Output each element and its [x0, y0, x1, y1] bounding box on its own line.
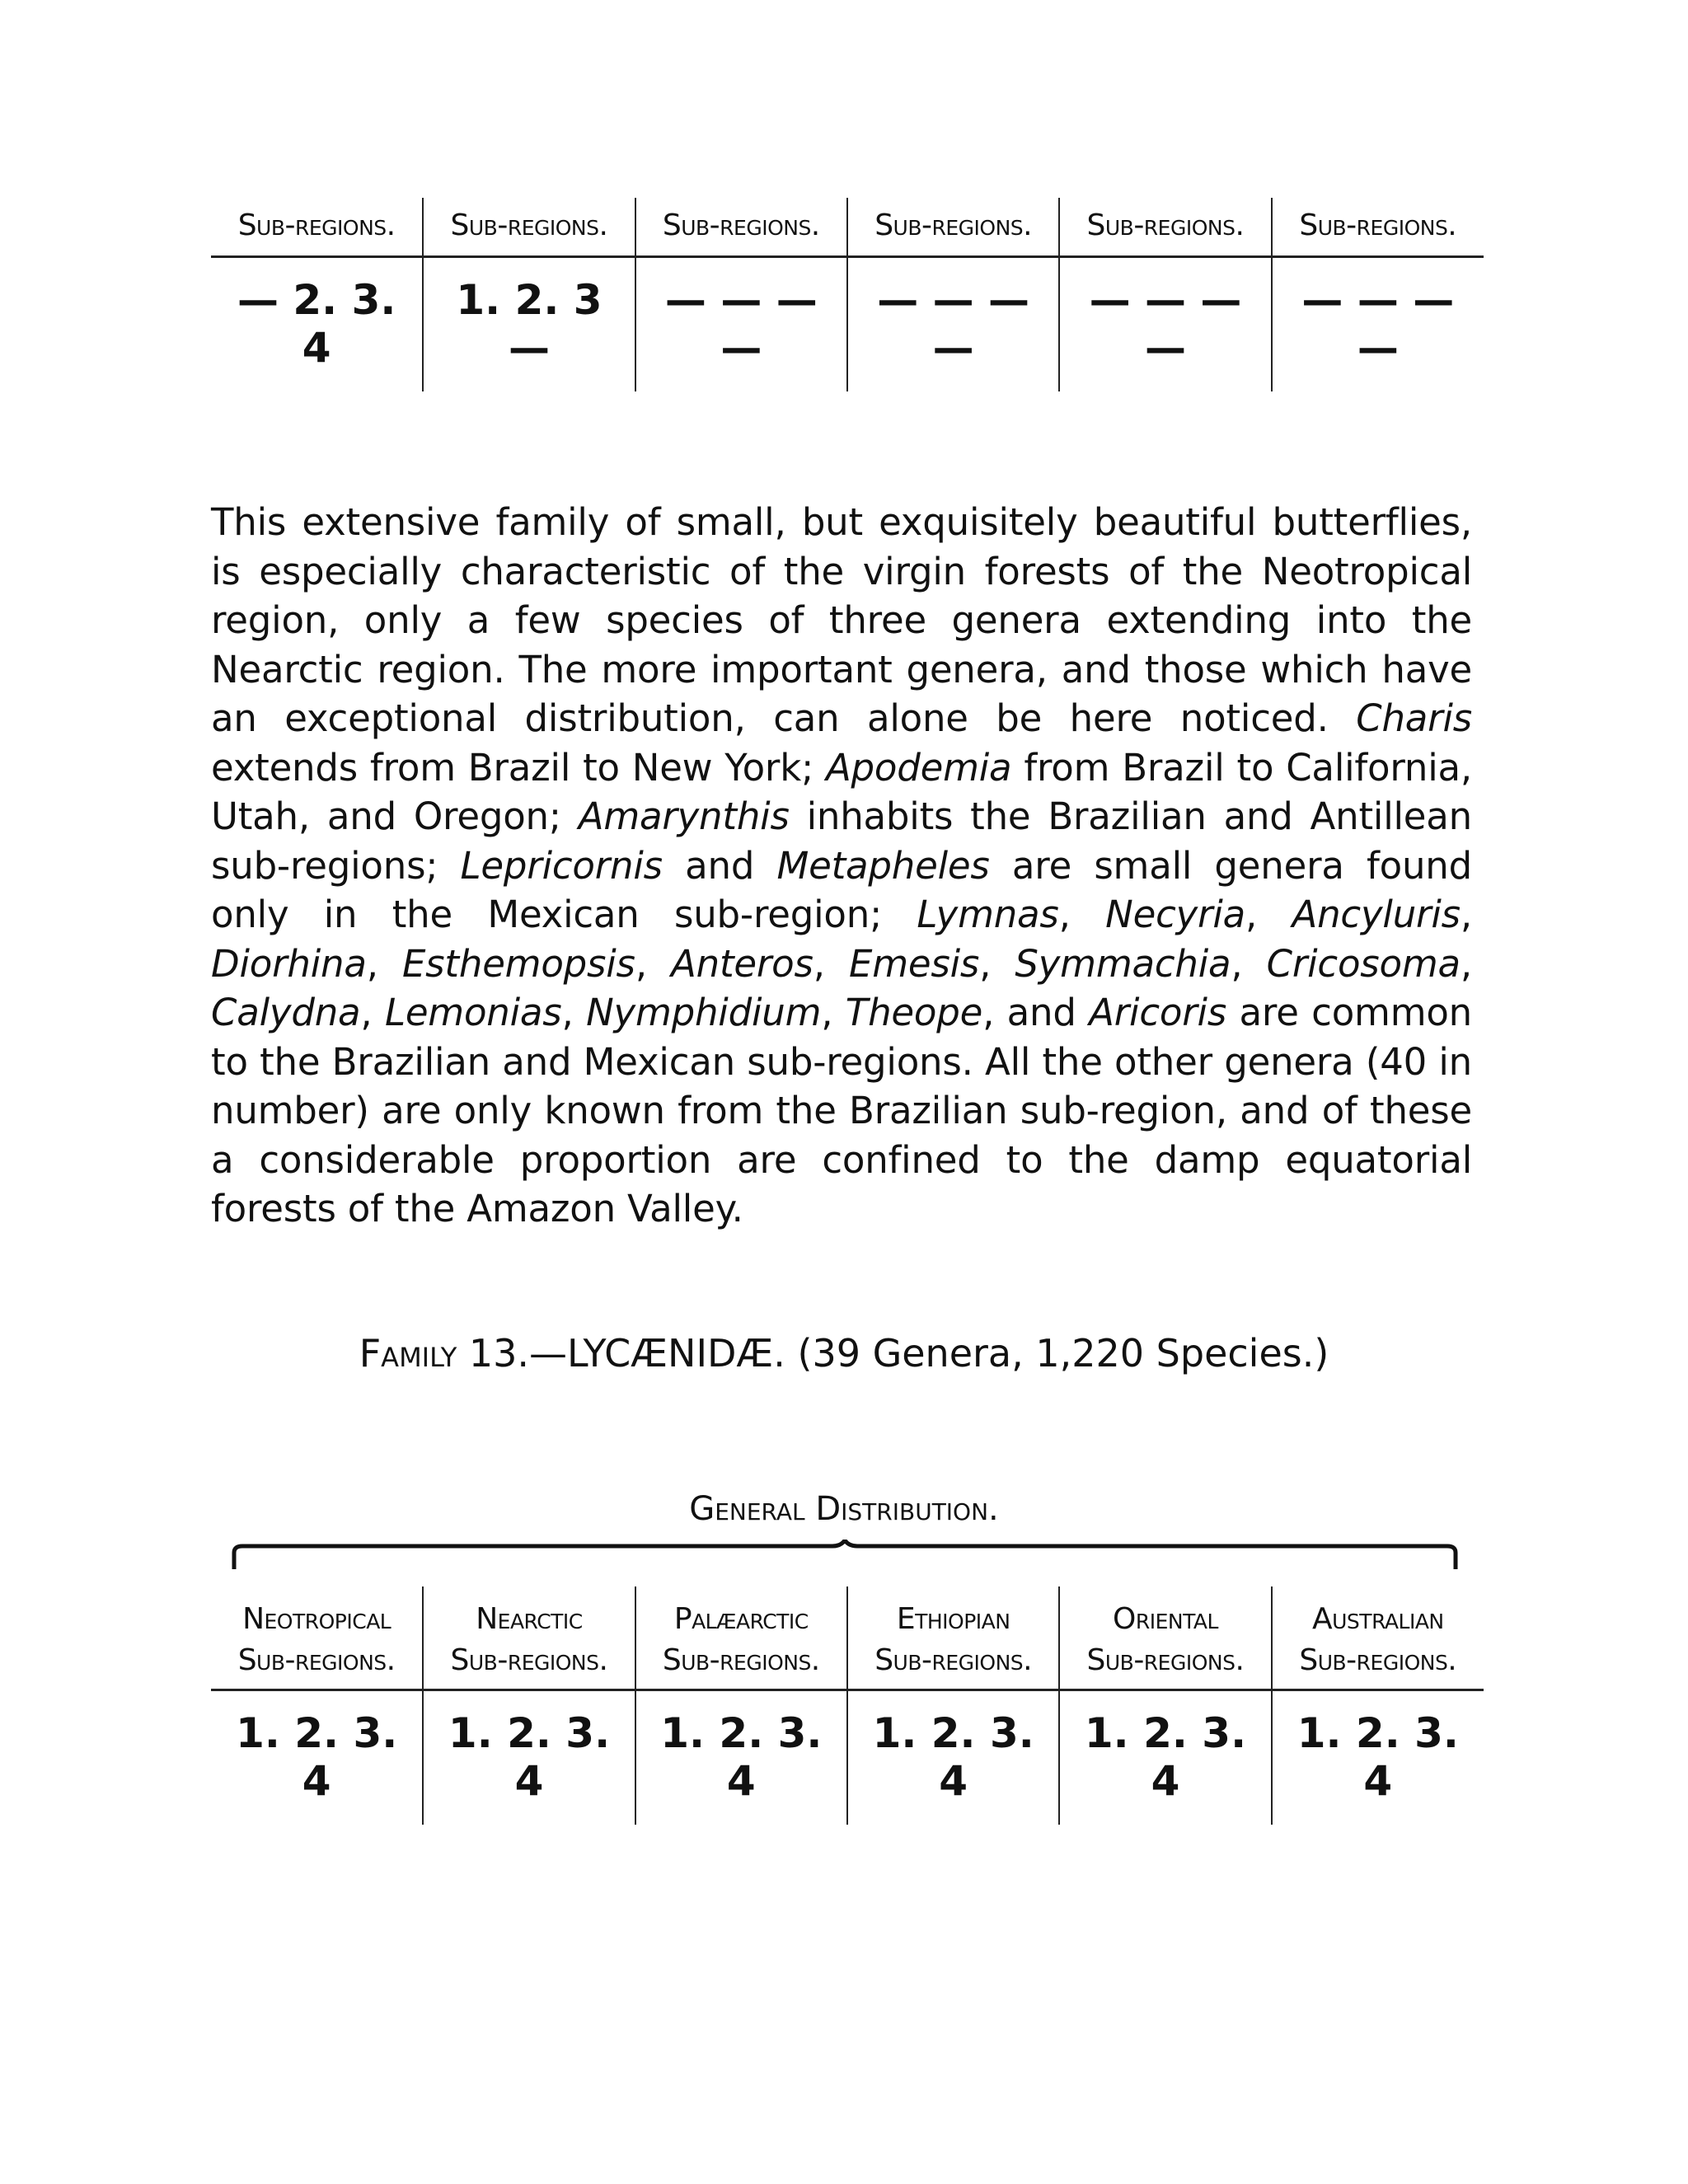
- family-title: 13.—LYCÆNIDÆ. (39 Genera, 1,220 Species.): [457, 1331, 1329, 1376]
- value-line: —: [932, 324, 974, 372]
- genus-name: Apodemia: [825, 745, 1012, 790]
- region-sub: Sub-regions.: [662, 1643, 820, 1677]
- value-cell: [847, 1690, 1059, 1825]
- text-run: ,: [1460, 941, 1473, 986]
- header-cell: Sub-regions.: [211, 198, 423, 257]
- genus-name: Anteros: [671, 941, 814, 986]
- genus-name: Esthemopsis: [401, 941, 635, 986]
- value-line: — — —: [1301, 276, 1455, 324]
- value-line: — — —: [664, 276, 818, 324]
- value-line: 1. 2. 3.: [1296, 1709, 1459, 1757]
- body-paragraph: [211, 498, 1472, 1234]
- value-cell: [211, 257, 423, 392]
- value-line: — 2. 3.: [237, 276, 396, 324]
- text-run: from Brazil to California, Utah, and Oregon;: [211, 745, 1473, 838]
- text-run: ,: [635, 941, 672, 986]
- region-header: [423, 1586, 635, 1690]
- text-run: ,: [813, 941, 849, 986]
- value-line: —: [1357, 324, 1399, 372]
- text-run: ,: [561, 991, 587, 1034]
- value-line: —: [508, 324, 550, 372]
- header-cell: Sub-regions.: [635, 198, 847, 257]
- value-line: 1. 2. 3.: [660, 1709, 823, 1757]
- text-run: ,: [821, 991, 846, 1034]
- value-cell: [635, 257, 847, 392]
- region-header: [1272, 1586, 1484, 1690]
- genus-name: Amarynthis: [578, 794, 790, 838]
- table-header-row: [211, 1586, 1484, 1690]
- value-cell: [635, 1690, 847, 1825]
- value-cell: [1272, 1690, 1484, 1825]
- region-name: Australian: [1312, 1602, 1444, 1636]
- value-line: 4: [939, 1757, 968, 1805]
- value-line: 1. 2. 3: [456, 276, 603, 324]
- genus-name: Emesis: [849, 941, 980, 986]
- value-cell: [423, 1690, 635, 1825]
- text-run: ,: [366, 941, 402, 986]
- value-line: 1. 2. 3.: [448, 1709, 611, 1757]
- table-values-row: [211, 1690, 1484, 1825]
- value-line: 4: [1363, 1757, 1393, 1805]
- value-cell: [1272, 257, 1484, 392]
- region-sub: Sub-regions.: [1086, 1643, 1245, 1677]
- top-distribution-table: [211, 198, 1484, 391]
- text-run: are common to the Brazilian and Mexican sub-regions. All the other genera (40 in number) are only known from the Brazilian sub-region, and of these a considerable proportion are confined to the damp equatorial forests of the Amazon Valley.: [211, 991, 1472, 1230]
- genus-name: Nymphidium: [586, 991, 822, 1034]
- genus-name: Charis: [1356, 696, 1472, 740]
- brace-divider: [231, 1540, 1459, 1572]
- genus-name: Cricosoma: [1266, 941, 1461, 986]
- value-line: —: [720, 324, 762, 372]
- region-sub: Sub-regions.: [237, 1643, 396, 1677]
- value-line: — — —: [877, 276, 1030, 324]
- text-run: and: [662, 843, 777, 888]
- value-line: 1. 2. 3.: [872, 1709, 1034, 1757]
- region-header: [847, 1586, 1059, 1690]
- text-run: ,: [1245, 893, 1292, 936]
- text-run: ,: [360, 991, 385, 1034]
- genus-name: Lymnas: [917, 893, 1059, 936]
- text-run: ,: [979, 941, 1015, 986]
- region-sub: Sub-regions.: [874, 1643, 1033, 1677]
- region-name: Nearctic: [476, 1602, 583, 1636]
- genus-name: Theope: [845, 991, 983, 1034]
- text-run: inhabits the Brazilian and Antillean sub-regions;: [211, 794, 1472, 888]
- genus-name: Symmachia: [1015, 941, 1231, 986]
- value-line: 4: [302, 324, 331, 372]
- value-line: 4: [1151, 1757, 1180, 1805]
- table-values-row: [211, 257, 1484, 392]
- value-line: 1. 2. 3.: [1084, 1709, 1247, 1757]
- genus-name: Metapheles: [776, 843, 990, 888]
- family-heading: [0, 1329, 1688, 1378]
- general-distribution-table: [211, 1586, 1484, 1825]
- genus-name: Lepricornis: [460, 843, 663, 888]
- genus-name: Aricoris: [1089, 991, 1227, 1034]
- value-cell: [423, 257, 635, 392]
- region-name: Ethiopian: [896, 1602, 1010, 1636]
- region-name: Neotropical: [242, 1602, 392, 1636]
- genus-name: Lemonias: [384, 991, 562, 1034]
- header-cell: Sub-regions.: [847, 198, 1059, 257]
- text-run: ,: [1058, 893, 1106, 936]
- text-run: This extensive family of small, but exquisitely beautiful butterflies, is especially characteristic of the virgin forests of the Neotropical region, only a few species of three genera extending into the Nearctic region. The more important genera, and those which have an exceptional distribution, can alone be here noticed.: [211, 500, 1472, 740]
- value-cell: [211, 1690, 423, 1825]
- text-run: , and: [982, 991, 1090, 1034]
- header-cell: Sub-regions.: [1272, 198, 1484, 257]
- genus-name: Ancyluris: [1292, 893, 1461, 936]
- region-name: Oriental: [1113, 1602, 1218, 1636]
- region-sub: Sub-regions.: [1299, 1643, 1457, 1677]
- value-cell: [1059, 1690, 1271, 1825]
- value-line: 1. 2. 3.: [236, 1709, 398, 1757]
- genus-name: Diorhina: [211, 941, 367, 986]
- text-run: ,: [1231, 941, 1267, 986]
- text-run: ,: [1460, 893, 1472, 936]
- value-line: 4: [514, 1757, 544, 1805]
- region-header: [1059, 1586, 1271, 1690]
- value-line: 4: [302, 1757, 331, 1805]
- genus-name: Necyria: [1105, 893, 1246, 936]
- header-cell: Sub-regions.: [423, 198, 635, 257]
- value-line: — — —: [1089, 276, 1242, 324]
- value-cell: [1059, 257, 1271, 392]
- genus-name: Calydna: [211, 991, 361, 1034]
- header-cell: Sub-regions.: [1059, 198, 1271, 257]
- value-line: —: [1144, 324, 1186, 372]
- family-label: Family: [359, 1331, 457, 1376]
- value-line: 4: [726, 1757, 756, 1805]
- value-cell: [847, 257, 1059, 392]
- text-run: are small genera found only in the Mexican sub-region;: [211, 843, 1472, 936]
- text-run: extends from Brazil to New York;: [211, 745, 826, 790]
- region-name: Palæarctic: [673, 1602, 809, 1636]
- table-header-row: [211, 198, 1484, 257]
- region-header: [211, 1586, 423, 1690]
- general-distribution-heading: General Distribution.: [689, 1490, 999, 1528]
- region-sub: Sub-regions.: [450, 1643, 608, 1677]
- region-header: [635, 1586, 847, 1690]
